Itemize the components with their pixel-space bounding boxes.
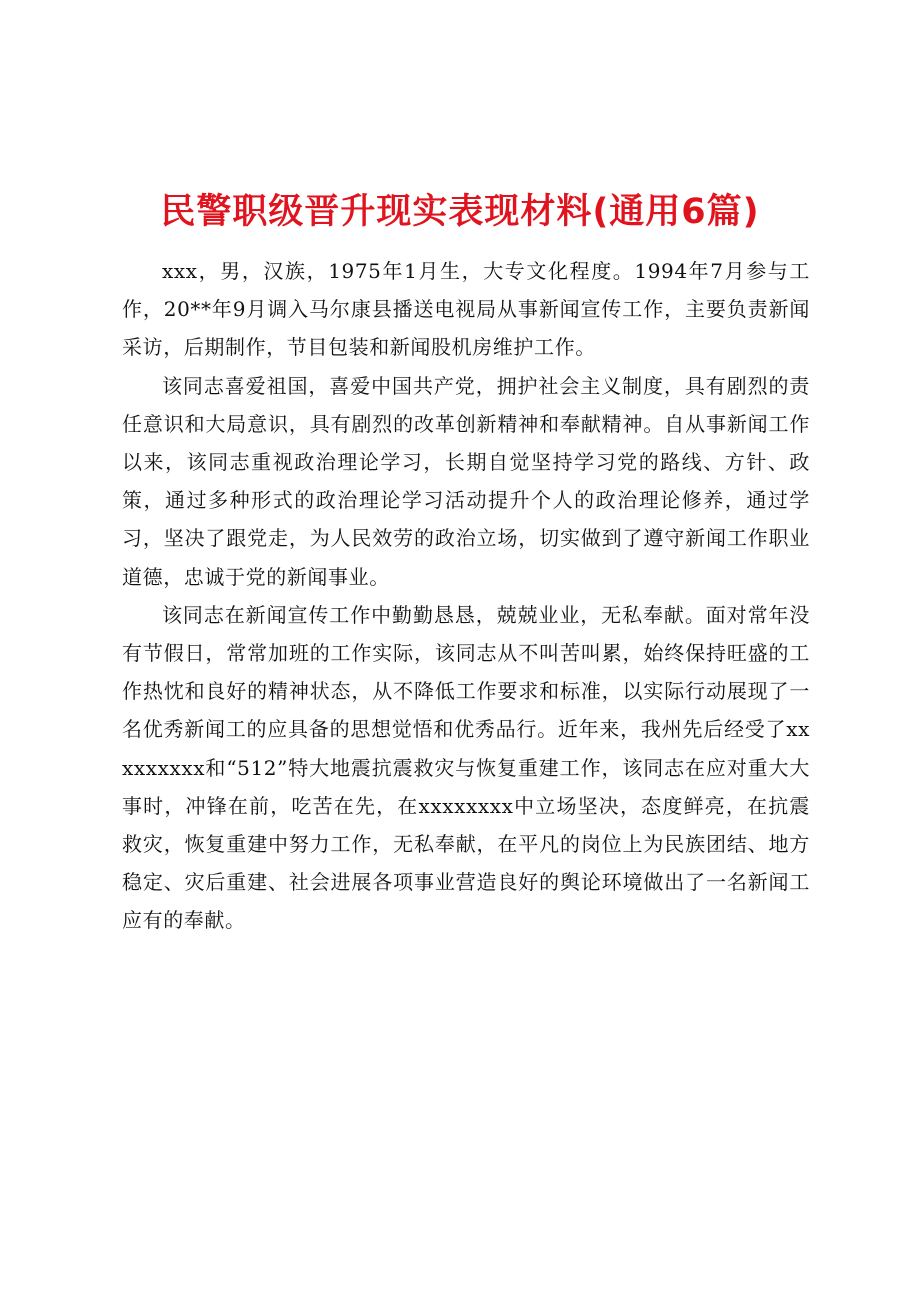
paragraph-2: 该同志喜爱祖国，喜爱中国共产党，拥护社会主义制度，具有剧烈的责任意识和大局意识，具有剧烈的改革创新精神和奉献精神。自从事新闻工作以来，该同志重视政治理论学习，长期自觉坚持学习党的路线、方针、政策，通过多种形式的政治理论学习活动提升个人的政治理论修养，通过学习，坚决了跟党走，为人民效劳的政治立场，切实做到了遵守新闻工作职业道德，忠诚于党的新闻事业。 xyxy=(122,373,810,589)
document-body xyxy=(122,252,810,940)
paragraph-3: 该同志在新闻宣传工作中勤勤恳恳，兢兢业业，无私奉献。面对常年没有节假日，常常加班的工作实际，该同志从不叫苦叫累，始终保持旺盛的工作热忱和良好的精神状态，从不降低工作要求和标准，以实际行动展现了一名优秀新闻工的应具备的思想觉悟和优秀品行。近年来，我州先后经受了xxxxxxxxx和“512”特大地震抗震救灾与恢复重建工作，该同志在应对重大大事时，冲锋在前，吃苦在先，在xxxxxxxx中立场坚决，态度鲜亮，在抗震救灾，恢复重建中努力工作，无私奉献，在平凡的岗位上为民族团结、地方稳定、灾后重建、社会进展各项事业营造良好的舆论环境做出了一名新闻工应有的奉献。 xyxy=(122,602,810,933)
paragraph-1: xxx，男，汉族，1975年1月生，大专文化程度。1994年7月参与工作，20**年9月调入马尔康县播送电视局从事新闻宣传工作，主要负责新闻采访，后期制作，节目包装和新闻股机房维护工作。 xyxy=(122,259,810,360)
document-title: 民警职级晋升现实表现材料(通用6篇) xyxy=(160,192,760,232)
